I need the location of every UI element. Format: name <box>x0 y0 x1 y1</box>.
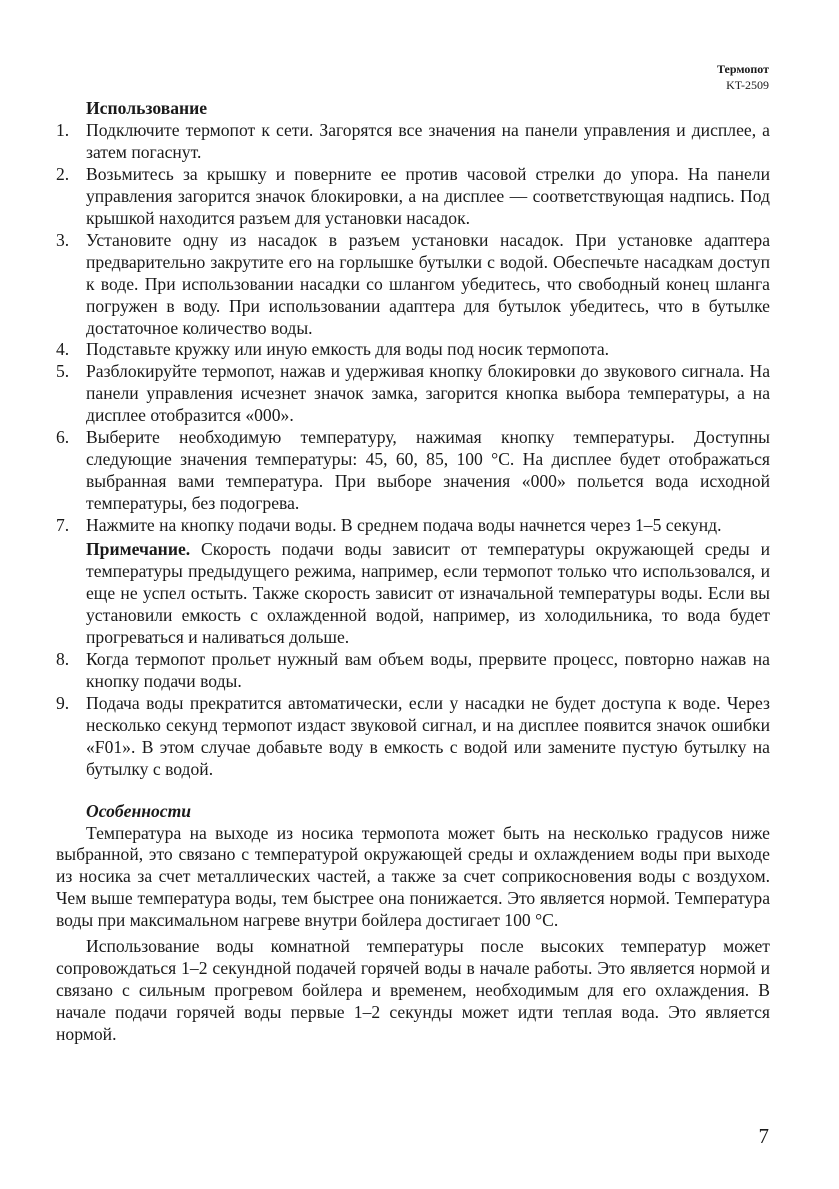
step-number: 3. <box>56 229 70 250</box>
product-name: Термопот <box>716 62 769 76</box>
list-item <box>56 693 770 781</box>
step-text: Подача воды прекратится автоматически, если у насадки не будет доступа к воде. Через несколько секунд термопот издаст звуковой сигнал, и на дисплее появится значок ошибки «F01». В этом случае добавьте воду в емкость с водой или замените пустую бутылку на бутылку с водой. <box>86 692 770 779</box>
step-text: Установите одну из насадок в разъем установки насадок. При установке адаптера предварительно закрутите его на горлышке бутылки с водой. Обеспечьте насадкам доступ к воде. При использовании насадки со шлангом убедитесь, что свободный конец шланга погружен в воду. При использовании адаптера для бутылок убедитесь, что в бутылке достаточное количество воды. <box>86 229 770 338</box>
list-item <box>56 230 770 340</box>
features-paragraph: Использование воды комнатной температуры после высоких температур может сопровождаться 1–2 секундной подачей горячей воды в начале работы. Это является нормой и связано с сильным прогревом бойлера и временем, необходимым для его охлаждения. В начале подачи горячей воды первые 1–2 секунды может идти теплая вода. Это является нормой. <box>56 936 770 1045</box>
features-heading: Особенности <box>86 800 192 821</box>
page-content <box>56 98 770 1046</box>
page-header <box>717 61 769 93</box>
step-text: Выберите необходимую температуру, нажимая кнопку температуры. Доступны следующие значения температуры: 45, 60, 85, 100 °С. На дисплее будет отображаться выбранная вами температура. При выборе значения «000» польется вода исходной температуры, без подогрева. <box>86 427 770 514</box>
list-item <box>56 515 770 537</box>
step-text: Подставьте кружку или иную емкость для воды под носик термопота. <box>86 339 610 360</box>
step-number: 9. <box>56 692 70 713</box>
step-number: 6. <box>56 427 70 448</box>
page-number: 7 <box>758 1124 769 1148</box>
note-text: Скорость подачи воды зависит от температуры окружающей среды и температуры предыдущего режима, например, если термопот только что использовался, и еще не успел остыть. Также скорость зависит от изначальной температуры воды. Если вы установили емкость с охлажденной водой, например, из холодильника, то вода будет прогреваться и наливаться дольше. <box>86 539 770 647</box>
list-item <box>56 361 770 427</box>
list-item <box>56 164 770 230</box>
usage-steps-continued <box>56 649 770 781</box>
note-block <box>56 539 770 649</box>
step-number: 8. <box>56 648 70 669</box>
step-text: Нажмите на кнопку подачи воды. В среднем подача воды начнется через 1–5 секунд. <box>86 515 722 536</box>
step-text: Когда термопот прольет нужный вам объем воды, прервите процесс, повторно нажав на кнопку подачи воды. <box>86 648 770 691</box>
step-text: Разблокируйте термопот, нажав и удерживая кнопку блокировки до звукового сигнала. На панели управления исчезнет значок замка, загорится кнопка выбора температуры, а на дисплее отобразится «000». <box>86 361 770 426</box>
note-label: Примечание. <box>86 539 191 560</box>
usage-steps <box>56 120 770 537</box>
step-number: 2. <box>56 163 70 184</box>
list-item <box>56 120 770 164</box>
list-item <box>56 339 770 361</box>
features-paragraph: Температура на выходе из носика термопота может быть на несколько градусов ниже выбранной, это связано с температурой окружающей среды и охлаждением воды при выходе из носика за счет металлических частей, а также за счет соприкосновения воды с воздухом. Чем выше температура воды, тем быстрее она понижается. Это является нормой. Температура воды при максимальном нагреве внутри бойлера достигает 100 °С. <box>56 822 770 931</box>
usage-heading: Использование <box>86 98 208 118</box>
step-number: 1. <box>56 119 70 140</box>
step-number: 4. <box>56 339 70 360</box>
step-number: 7. <box>56 515 70 536</box>
step-text: Подключите термопот к сети. Загорятся все значения на панели управления и дисплее, а затем погаснут. <box>86 119 770 162</box>
model-number: KT-2509 <box>726 78 769 92</box>
step-text: Возьмитесь за крышку и поверните ее против часовой стрелки до упора. На панели управления загорится значок блокировки, а на дисплее — соответствующая надпись. Под крышкой находится разъем для установки насадок. <box>86 163 770 228</box>
step-number: 5. <box>56 361 70 382</box>
list-item <box>56 427 770 515</box>
list-item <box>56 649 770 693</box>
